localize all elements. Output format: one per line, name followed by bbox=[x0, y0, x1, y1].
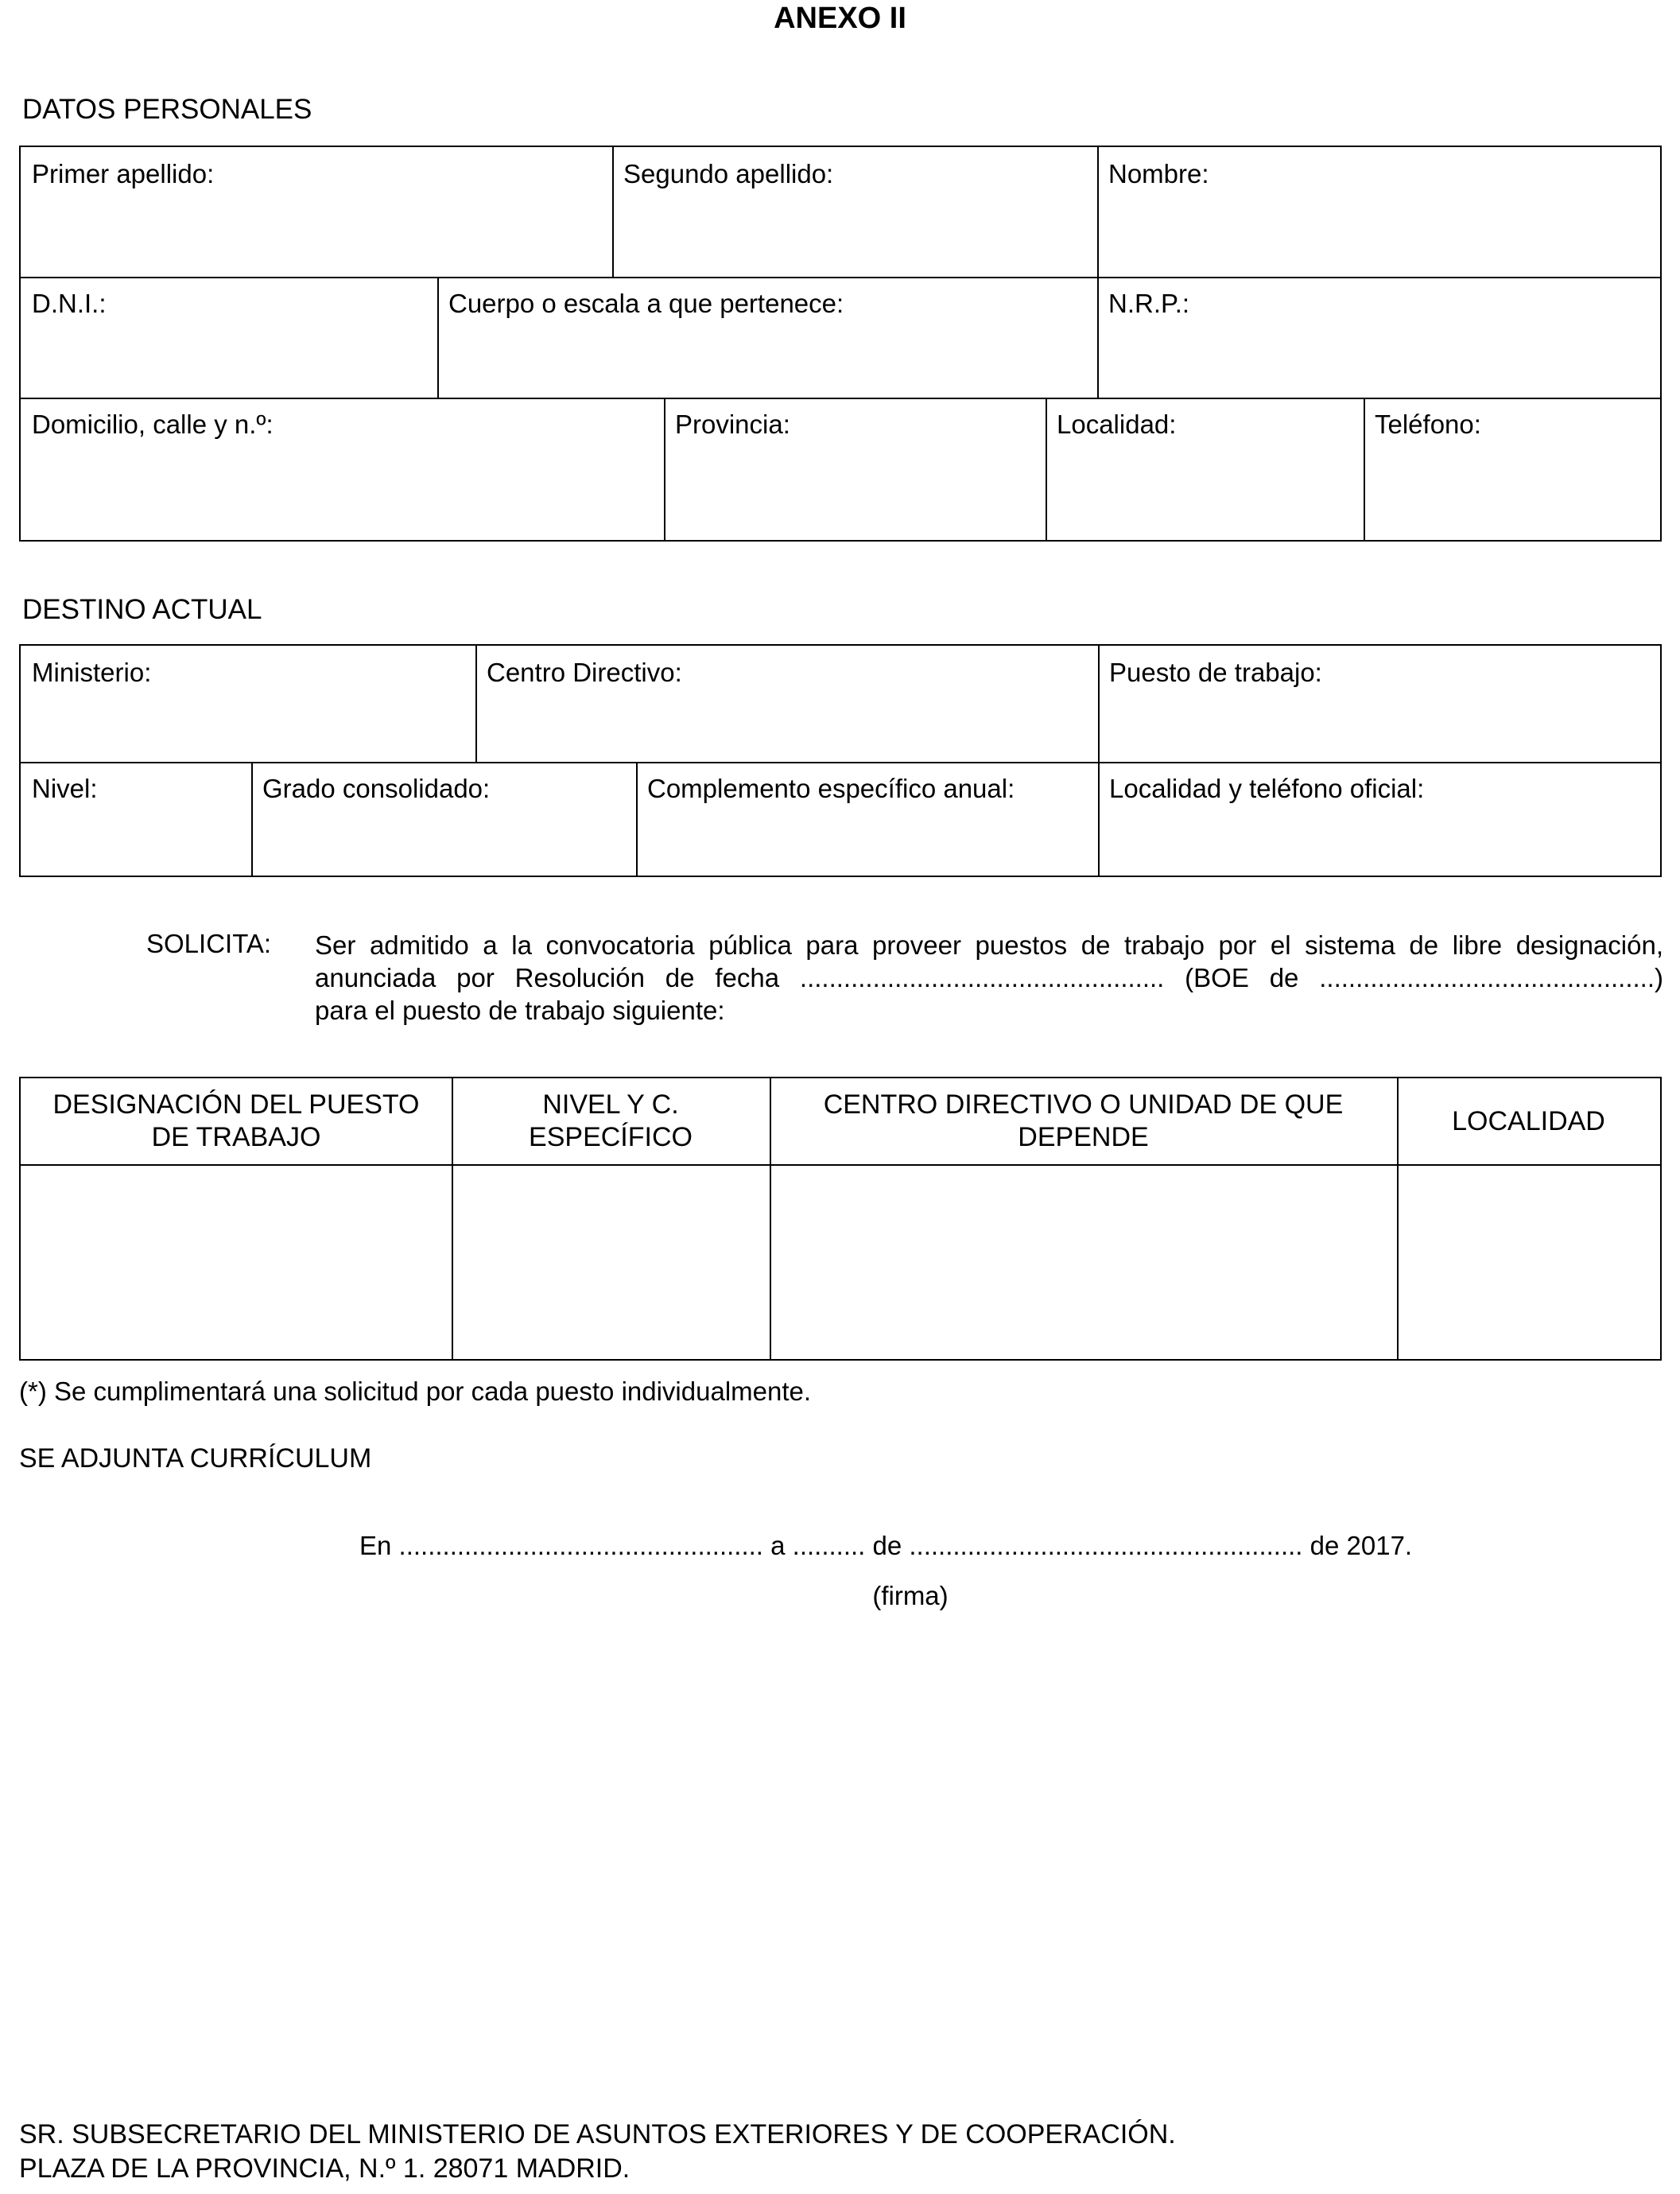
header-text: DESIGNACIÓN DEL PUESTO bbox=[52, 1089, 420, 1120]
header-text: LOCALIDAD bbox=[1452, 1105, 1605, 1136]
header-text: DE TRABAJO bbox=[151, 1122, 321, 1152]
solicita-text bbox=[315, 929, 1663, 1027]
localidad-telefono-label: Localidad y teléfono oficial: bbox=[1109, 774, 1425, 803]
solicita-label: SOLICITA: bbox=[146, 929, 272, 958]
table-header-nivel bbox=[452, 1078, 770, 1164]
datos-row-2 bbox=[21, 277, 1660, 398]
domicilio-label: Domicilio, calle y n.º: bbox=[32, 410, 274, 439]
dni-label: D.N.I.: bbox=[32, 289, 107, 318]
datos-personales-grid bbox=[19, 146, 1662, 542]
nivel-field[interactable] bbox=[21, 762, 251, 876]
address-line-1: SR. SUBSECRETARIO DEL MINISTERIO DE ASUNTOS EXTERIORES Y DE COOPERACIÓN. bbox=[19, 2119, 1176, 2149]
localidad-telefono-field[interactable] bbox=[1098, 762, 1660, 876]
telefono-label: Teléfono: bbox=[1375, 410, 1481, 439]
nombre-field[interactable] bbox=[1097, 147, 1660, 277]
primer-apellido-field[interactable] bbox=[21, 147, 612, 277]
localidad-field[interactable] bbox=[1046, 398, 1364, 540]
grado-label: Grado consolidado: bbox=[262, 774, 491, 803]
centro-input-cell[interactable] bbox=[771, 1166, 1397, 1359]
solicita-line-1: Ser admitido a la convocatoria pública para proveer puestos de trabajo por el sistema de libre designación, bbox=[315, 930, 1663, 960]
nivel-input-cell[interactable] bbox=[453, 1166, 770, 1359]
header-text: DEPENDE bbox=[1018, 1122, 1149, 1152]
destino-row-2 bbox=[21, 762, 1660, 876]
ministerio-label: Ministerio: bbox=[32, 658, 152, 687]
puesto-table bbox=[19, 1077, 1662, 1361]
section-heading-destino-actual: DESTINO ACTUAL bbox=[22, 594, 262, 625]
adjunta-text: SE ADJUNTA CURRÍCULUM bbox=[19, 1443, 372, 1474]
dni-field[interactable] bbox=[21, 277, 437, 398]
ministerio-field[interactable] bbox=[21, 646, 475, 762]
nivel-label: Nivel: bbox=[32, 774, 98, 803]
primer-apellido-label: Primer apellido: bbox=[32, 159, 215, 188]
nrp-field[interactable] bbox=[1097, 277, 1660, 398]
destino-actual-grid bbox=[19, 644, 1662, 877]
localidad-input-cell[interactable] bbox=[1399, 1166, 1660, 1359]
complemento-label: Complemento específico anual: bbox=[647, 774, 1015, 803]
destino-row-1 bbox=[21, 646, 1660, 762]
segundo-apellido-field[interactable] bbox=[612, 147, 1097, 277]
solicita-line-3: para el puesto de trabajo siguiente: bbox=[315, 996, 725, 1025]
section-heading-datos-personales: DATOS PERSONALES bbox=[22, 94, 312, 125]
nrp-label: N.R.P.: bbox=[1108, 289, 1190, 318]
table-header-localidad bbox=[1397, 1078, 1660, 1164]
table-header-centro bbox=[770, 1078, 1397, 1164]
header-text: CENTRO DIRECTIVO O UNIDAD DE QUE bbox=[823, 1089, 1344, 1120]
designacion-input-cell[interactable] bbox=[21, 1166, 452, 1359]
centro-directivo-field[interactable] bbox=[475, 646, 1098, 762]
localidad-label: Localidad: bbox=[1057, 410, 1177, 439]
puesto-trabajo-label: Puesto de trabajo: bbox=[1109, 658, 1322, 687]
domicilio-field[interactable] bbox=[21, 398, 664, 540]
date-line: En .................................................. a .......... de ...................................................... de 2017. bbox=[359, 1531, 1413, 1560]
signature-label: (firma) bbox=[872, 1581, 949, 1610]
datos-row-1 bbox=[21, 147, 1660, 277]
cuerpo-label: Cuerpo o escala a que pertenece: bbox=[448, 289, 844, 318]
provincia-label: Provincia: bbox=[675, 410, 790, 439]
puesto-trabajo-field[interactable] bbox=[1098, 646, 1660, 762]
nombre-label: Nombre: bbox=[1108, 159, 1209, 188]
provincia-field[interactable] bbox=[664, 398, 1046, 540]
solicita-line-2: anunciada por Resolución de fecha .................................................. (BOE de ..............................................) bbox=[315, 963, 1663, 992]
header-text: NIVEL Y C. bbox=[542, 1089, 679, 1120]
address-line-2: PLAZA DE LA PROVINCIA, N.º 1. 28071 MADRID. bbox=[19, 2153, 630, 2184]
table-header-designacion bbox=[21, 1078, 452, 1164]
datos-row-3 bbox=[21, 398, 1660, 540]
segundo-apellido-label: Segundo apellido: bbox=[623, 159, 834, 188]
cuerpo-field[interactable] bbox=[437, 277, 1097, 398]
complemento-field[interactable] bbox=[636, 762, 1098, 876]
page-title: ANEXO II bbox=[774, 2, 906, 35]
telefono-field[interactable] bbox=[1364, 398, 1660, 540]
header-text: ESPECÍFICO bbox=[529, 1122, 693, 1152]
grado-field[interactable] bbox=[251, 762, 636, 876]
note-text: (*) Se cumplimentará una solicitud por cada puesto individualmente. bbox=[19, 1377, 812, 1406]
centro-directivo-label: Centro Directivo: bbox=[487, 658, 682, 687]
